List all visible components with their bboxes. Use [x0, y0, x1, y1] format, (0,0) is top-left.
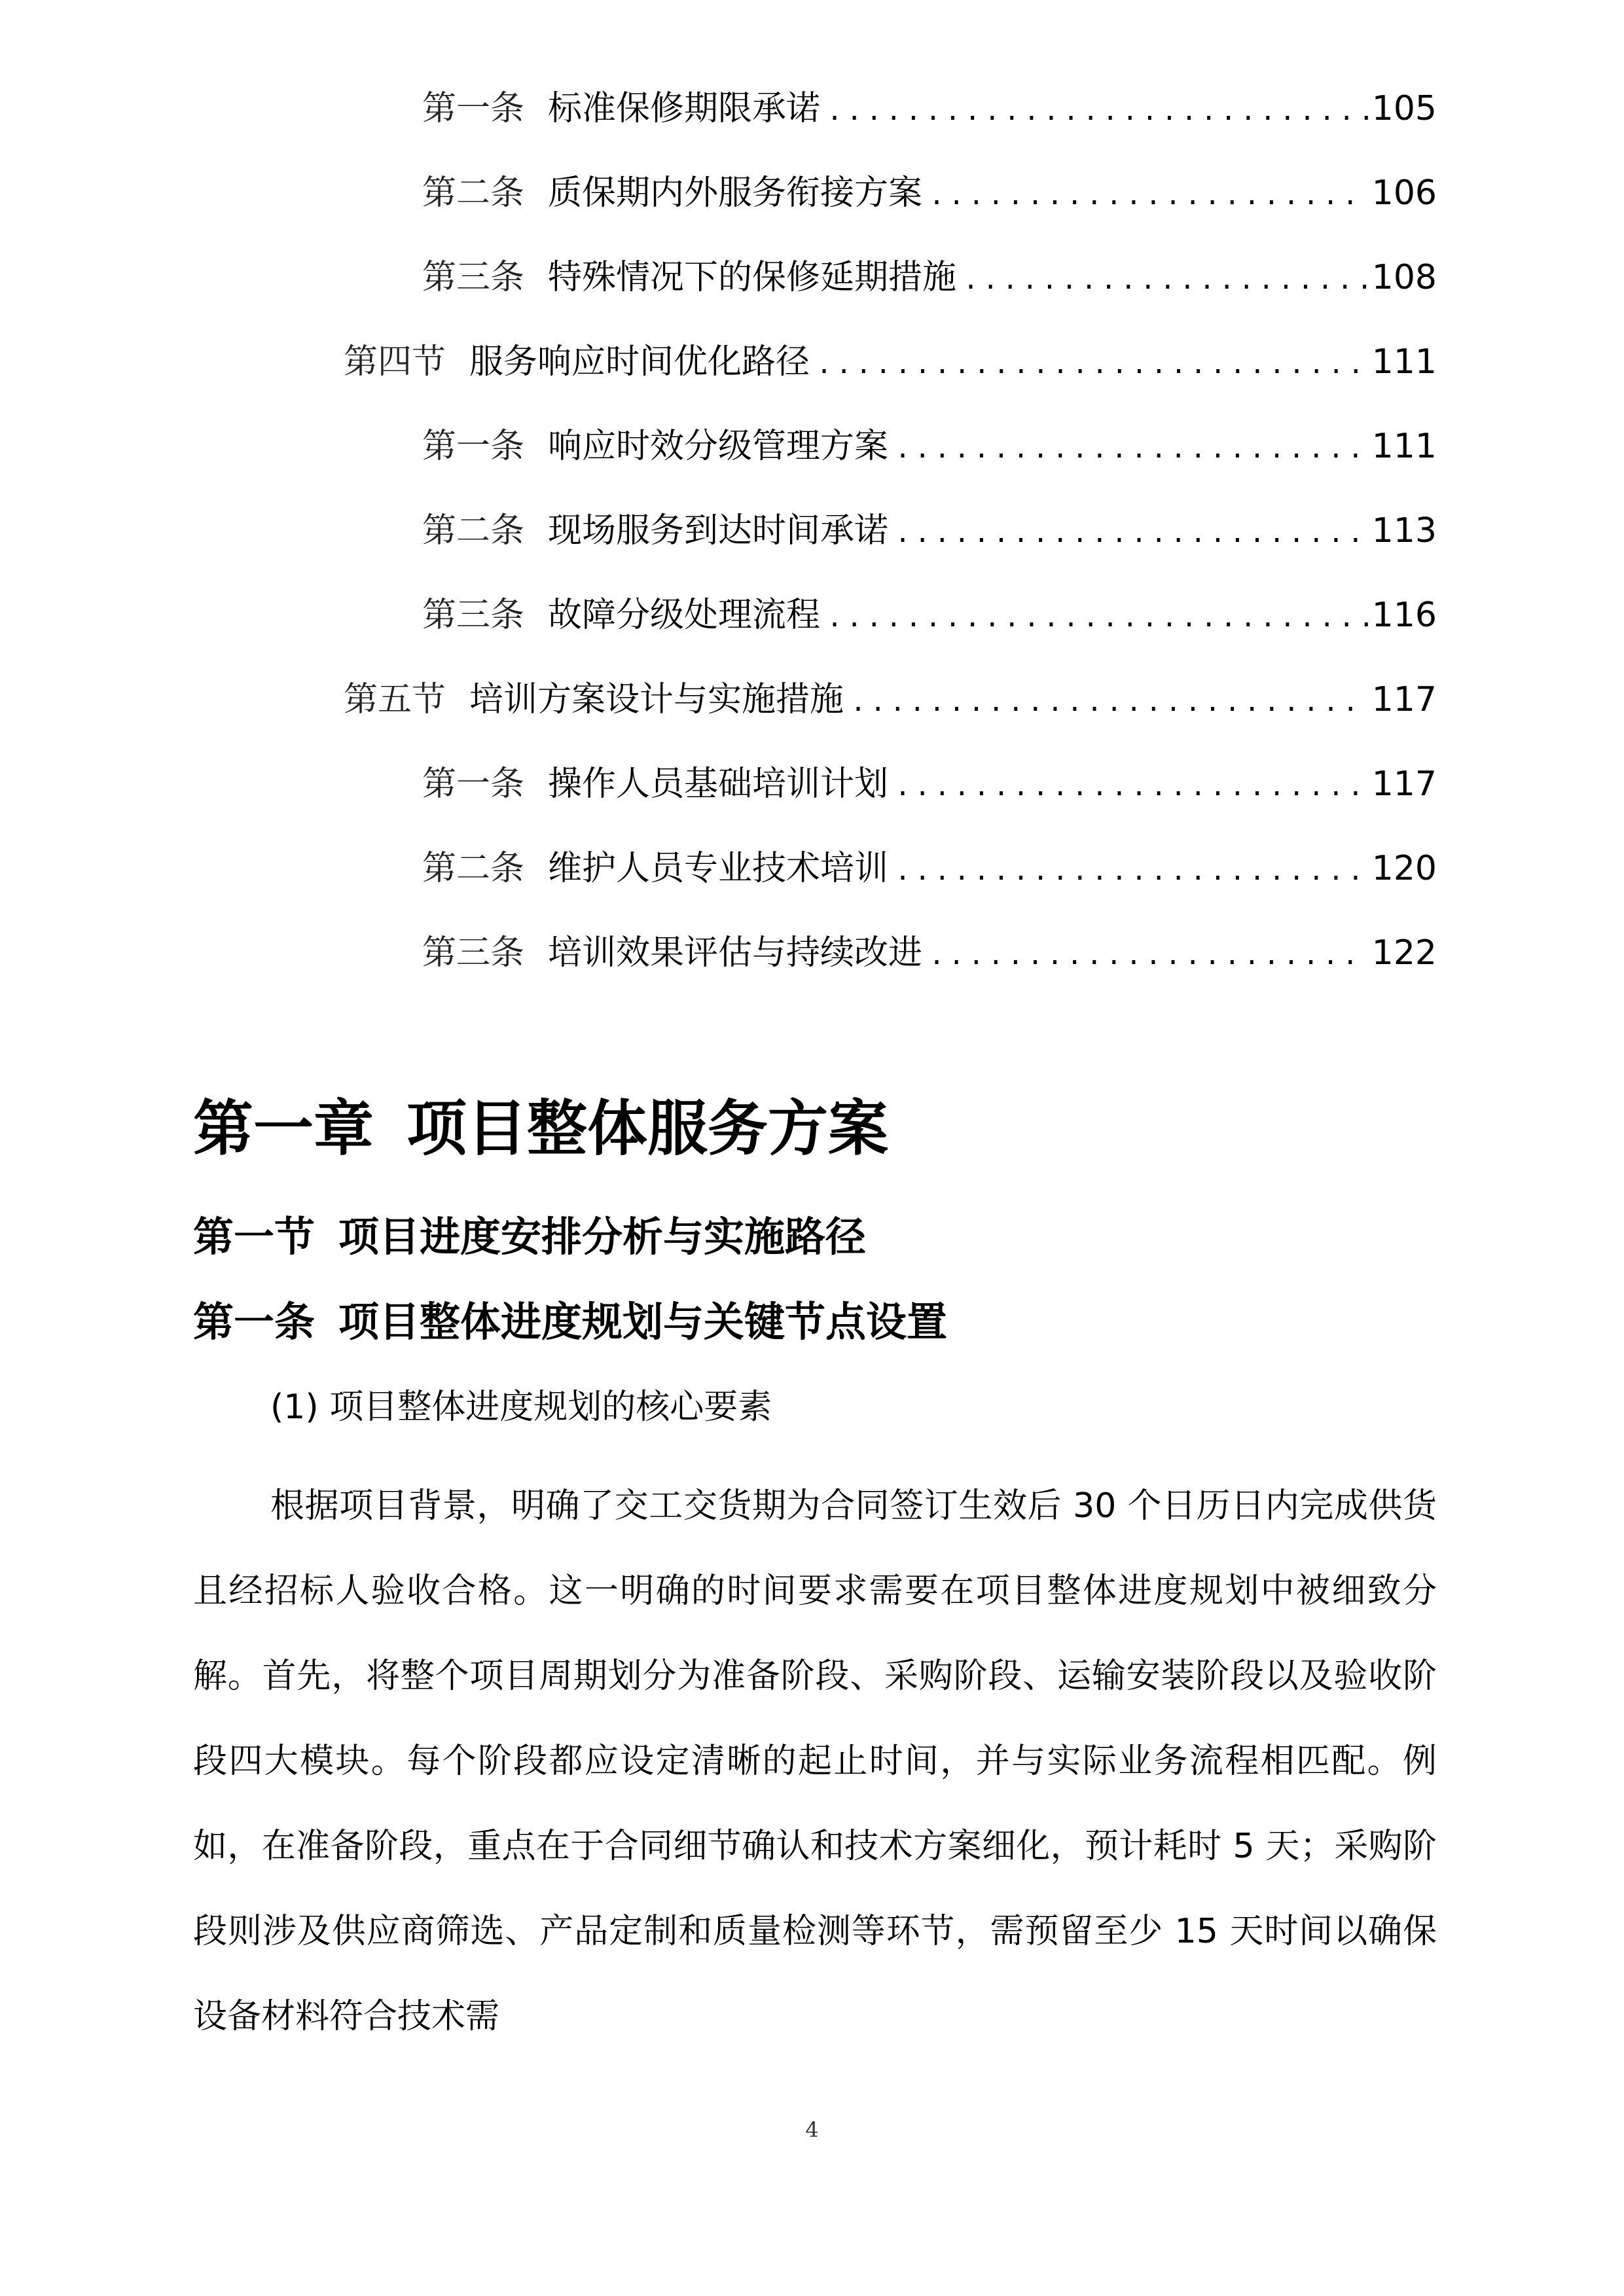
toc-entry-page: 111: [1371, 427, 1437, 466]
toc-entry-title: 质保期内外服务衔接方案: [548, 173, 923, 213]
toc-entry-label: 第三条: [422, 933, 525, 973]
toc-entry-title: 培训方案设计与实施措施: [469, 680, 844, 719]
toc-leader-dots: [929, 170, 1368, 222]
toc-entry-title: 维护人员专业技术培训: [548, 849, 889, 888]
section-heading-text: 项目进度安排分析与实施路径: [338, 1213, 867, 1261]
toc-entry-label: 第一条: [422, 427, 525, 466]
toc-entry[interactable]: [344, 673, 1437, 726]
toc-entry-label: 第五节: [344, 680, 446, 719]
toc-entry[interactable]: [422, 842, 1437, 895]
toc-entry[interactable]: [422, 505, 1437, 557]
toc-leader-dots: [850, 676, 1368, 728]
article-title: [193, 1289, 947, 1355]
toc-entry-title: 故障分级处理流程: [548, 596, 821, 635]
toc-leader-dots: [895, 507, 1368, 560]
toc-entry[interactable]: [422, 82, 1437, 135]
toc-entry-page: 105: [1371, 89, 1437, 128]
toc-entry[interactable]: [422, 167, 1437, 219]
toc-entry-page: 117: [1371, 680, 1437, 719]
toc-entry-label: 第三条: [422, 258, 525, 297]
toc-entry[interactable]: [422, 589, 1437, 641]
body-paragraph: 根据项目背景，明确了交工交货期为合同签订生效后 30 个日历日内完成供货且经招标人验收合格。这一明确的时间要求需要在项目整体进度规划中被细致分解。首先，将整个项目周期划分为准备阶段、采购阶段、运输安装阶段以及验收阶段四大模块。每个阶段都应设定清晰的起止时间，并与实际业务流程相匹配。例如，在准备阶段，重点在于合同细节确认和技术方案细化，预计耗时 5 天；采购阶段则涉及供应商筛选、产品定制和质量检测等环节，需预留至少 15 天时间以确保设备材料符合技术需: [193, 1486, 1437, 2036]
toc-entry-label: 第二条: [422, 849, 525, 888]
toc-entry-page: 120: [1371, 849, 1437, 888]
chapter-title: [193, 1086, 888, 1172]
toc-entry-page: 113: [1371, 511, 1437, 550]
toc-leader-dots: [895, 423, 1368, 475]
toc-leader-dots: [827, 592, 1368, 644]
toc-entry-label: 第二条: [422, 511, 525, 550]
toc-leader-dots: [929, 929, 1368, 982]
toc-leader-dots: [895, 761, 1368, 813]
section-title: [193, 1204, 866, 1270]
toc-entry-title: 服务响应时间优化路径: [469, 342, 810, 382]
subsection-heading: (1) 项目整体进度规划的核心要素: [270, 1388, 772, 1427]
toc-leader-dots: [827, 85, 1368, 137]
article-label: 第一条: [193, 1298, 316, 1346]
toc-entry-page: 106: [1371, 173, 1437, 213]
toc-leader-dots: [895, 845, 1368, 897]
toc-entry-label: 第一条: [422, 89, 525, 128]
toc-entry-label: 第三条: [422, 596, 525, 635]
toc-entry-label: 第四节: [344, 342, 446, 382]
toc-entry-title: 培训效果评估与持续改进: [548, 933, 923, 973]
toc-entry[interactable]: [422, 251, 1437, 304]
toc-entry-label: 第一条: [422, 764, 525, 804]
toc-leader-dots: [816, 338, 1368, 391]
article-heading-text: 项目整体进度规划与关键节点设置: [338, 1298, 948, 1346]
toc-entry-title: 标准保修期限承诺: [548, 89, 821, 128]
toc-entry-page: 108: [1371, 258, 1437, 297]
page-number: 4: [805, 2117, 819, 2142]
chapter-label: 第一章: [193, 1094, 374, 1164]
toc-entry[interactable]: [422, 927, 1437, 979]
toc-entry-title: 现场服务到达时间承诺: [548, 511, 889, 550]
toc-entry-page: 116: [1371, 596, 1437, 635]
toc-entry-title: 响应时效分级管理方案: [548, 427, 889, 466]
toc-entry-page: 117: [1371, 764, 1437, 804]
toc-entry[interactable]: [422, 420, 1437, 473]
toc-entry-page: 122: [1371, 933, 1437, 973]
section-label: 第一节: [193, 1213, 316, 1261]
chapter-heading-text: 项目整体服务方案: [406, 1094, 889, 1164]
toc-entry-label: 第二条: [422, 173, 525, 213]
toc-entry-page: 111: [1371, 342, 1437, 382]
toc-entry[interactable]: [344, 336, 1437, 388]
toc-entry-title: 特殊情况下的保修延期措施: [548, 258, 957, 297]
toc-entry-title: 操作人员基础培训计划: [548, 764, 889, 804]
toc-entry[interactable]: [422, 758, 1437, 810]
toc-leader-dots: [963, 254, 1368, 306]
